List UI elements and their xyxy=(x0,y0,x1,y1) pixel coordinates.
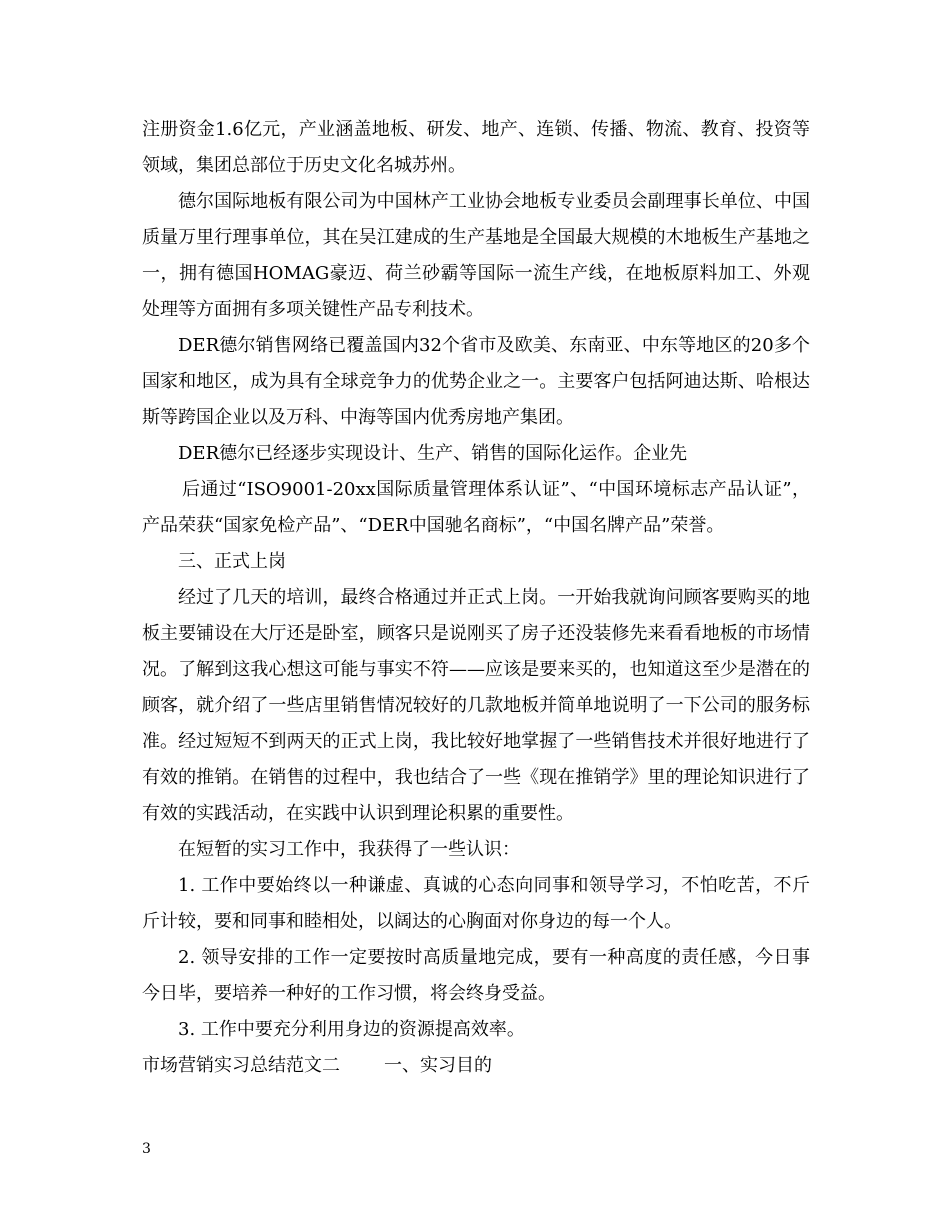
page-number: 3 xyxy=(142,1141,151,1157)
paragraph-internationalization: DER德尔已经逐步实现设计、生产、销售的国际化运作。企业先 xyxy=(178,443,688,464)
paragraph-certifications: 后通过“ISO9001-20xx国际质量管理体系认证”、“中国环境标志产品认证”，产品荣获“国家免检产品”、“DER中国驰名商标”，“中国名牌产品”荣誉。 xyxy=(142,479,810,536)
list-item-insight-1: 1. 工作中要始终以一种谦虚、真诚的心态向同事和领导学习，不怕吃苦，不斤斤计较，要和同事和睦相处，以阔达的心胸面对你身边的每一个人。 xyxy=(142,875,810,932)
section-heading-formal-post: 三、正式上岗 xyxy=(178,551,286,572)
paragraph-company-profile: 德尔国际地板有限公司为中国林产工业协会地板专业委员会副理事长单位、中国质量万里行理事单位，其在吴江建成的生产基地是全国最大规模的木地板生产基地之一，拥有德国HOMAG豪迈、荷兰砂霸等国际一流生产线，在地板原料加工、外观处理等方面拥有多项关键性产品专利技术。 xyxy=(142,191,810,320)
list-item-insight-3: 3. 工作中要充分利用身边的资源提高效率。 xyxy=(178,1019,525,1040)
section-heading-internship-purpose: 一、实习目的 xyxy=(384,1055,492,1076)
list-item-insight-2: 2. 领导安排的工作一定要按时高质量地完成，要有一种高度的责任感，今日事今日毕，要培养一种好的工作习惯，将会终身受益。 xyxy=(142,947,810,1004)
paragraph-insights-intro: 在短暂的实习工作中，我获得了一些认识： xyxy=(178,839,520,860)
closing-heading-line xyxy=(142,1048,810,1084)
sample-essay-title: 市场营销实习总结范文二 xyxy=(142,1055,340,1076)
paragraph-registered-capital: 注册资金1.6亿元，产业涵盖地板、研发、地产、连锁、传播、物流、教育、投资等领域，集团总部位于历史文化名城苏州。 xyxy=(142,119,810,176)
paragraph-formal-post: 经过了几天的培训，最终合格通过并正式上岗。一开始我就询问顾客要购买的地板主要铺设在大厅还是卧室，顾客只是说刚买了房子还没装修先来看看地板的市场情况。了解到这我心想这可能与事实不符——应该是要来买的，也知道这至少是潜在的顾客，就介绍了一些店里销售情况较好的几款地板并简单地说明了一下公司的服务标准。经过短短不到两天的正式上岗，我比较好地掌握了一些销售技术并很好地进行了有效的推销。在销售的过程中，我也结合了一些《现在推销学》里的理论知识进行了有效的实践活动，在实践中认识到理论积累的重要性。 xyxy=(142,587,810,824)
document-body xyxy=(142,112,810,1084)
paragraph-sales-network: DER德尔销售网络已覆盖国内32个省市及欧美、东南亚、中东等地区的20多个国家和地区，成为具有全球竞争力的优势企业之一。主要客户包括阿迪达斯、哈根达斯等跨国企业以及万科、中海等国内优秀房地产集团。 xyxy=(142,335,810,428)
